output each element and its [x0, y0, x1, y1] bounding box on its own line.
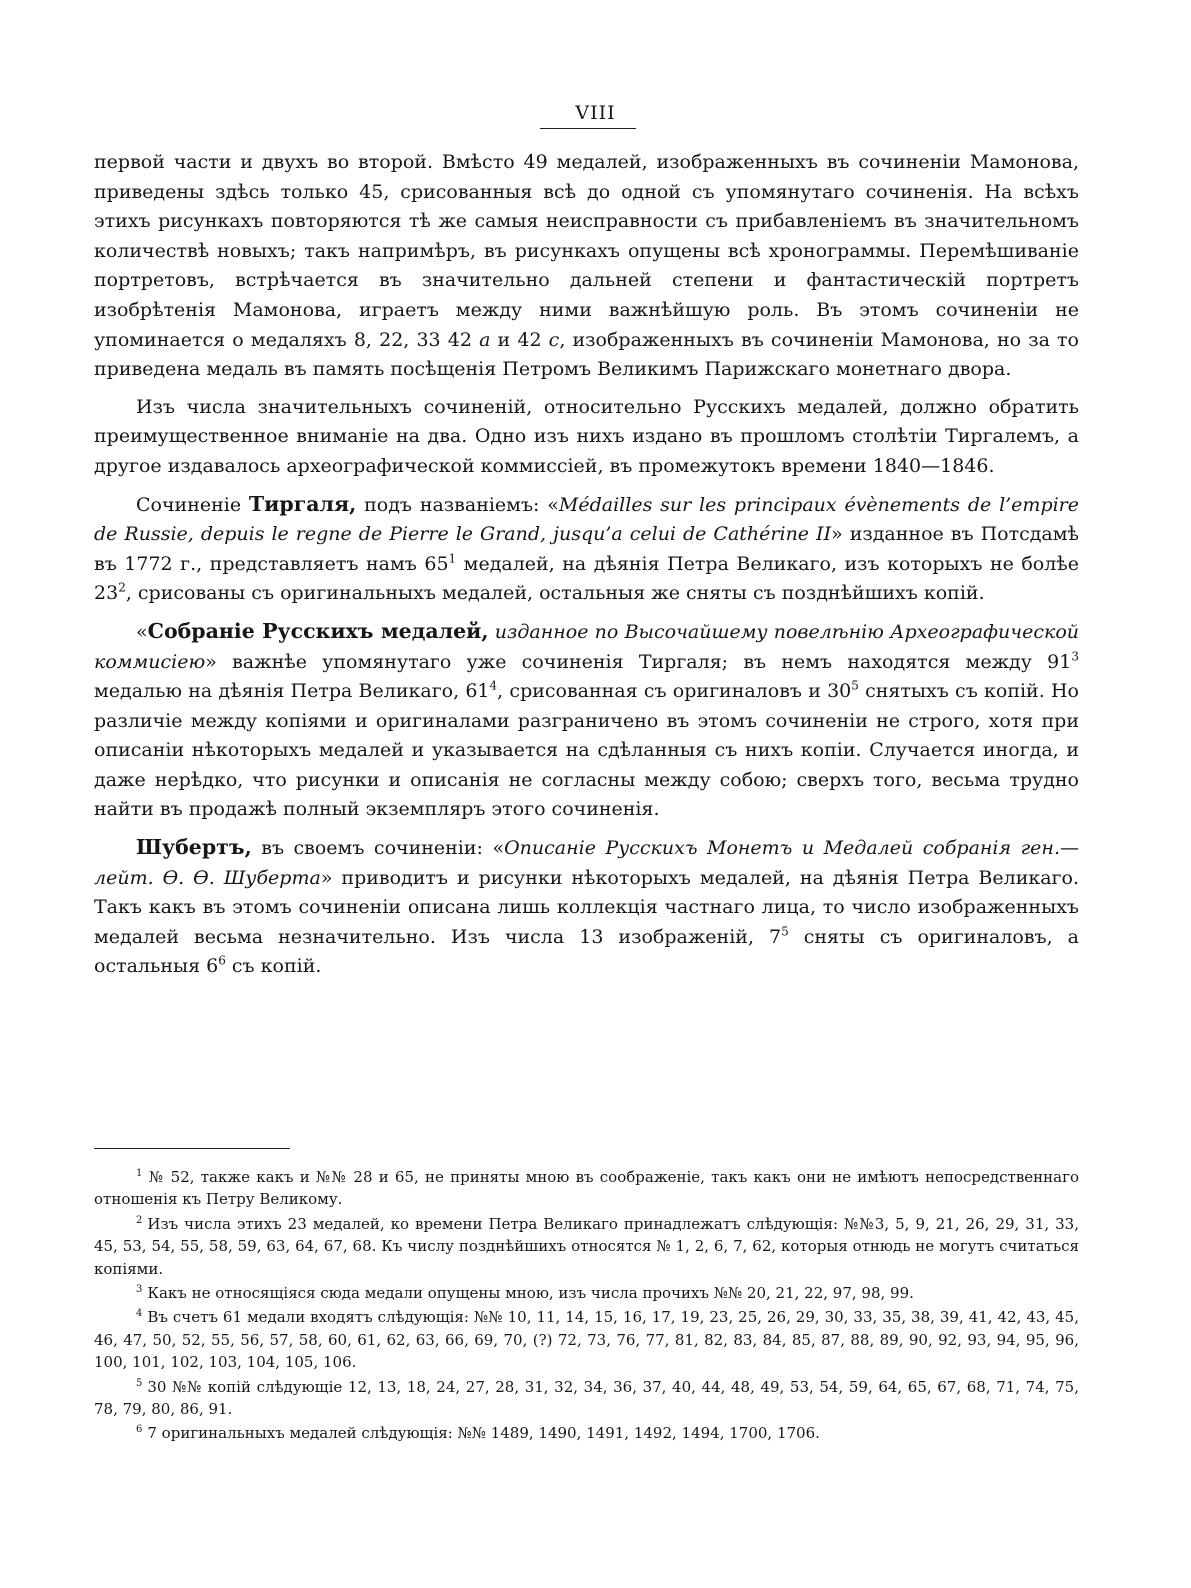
- page-number: VIII: [575, 102, 616, 124]
- footnote-1: $^1$ № 52, также какъ и №№ 28 и 65, не приняты мною въ соображеніе, такъ какъ они не имѣютъ непосредственнаго отношенія къ Петру Великому.: [94, 1168, 1079, 1209]
- footnotes: [94, 1166, 1079, 1447]
- footnote-ref-2: 2: [118, 580, 126, 595]
- book-title-sobranie: Собраніе Русскихъ медалей,: [147, 618, 489, 643]
- body-text: [94, 148, 1079, 990]
- footnote-3: $^3$ Какъ не относящіяся сюда медали опущены мною, изъ числа прочихъ №№ 20, 21, 22, 97, 98, 99.: [136, 1284, 914, 1303]
- book-title-schubert: Описаніе Русскихъ Монетъ и Медалей собранія ген.—лейт. Ѳ. Ѳ. Шуберта: [94, 837, 1079, 889]
- footnote-ref-6: 6: [218, 954, 226, 969]
- author-tirgal: Тиргаля,: [248, 491, 357, 516]
- footnote-6: $^6$ 7 оригинальныхъ медалей слѣдующія: №№ 1489, 1490, 1491, 1492, 1494, 1700, 1706.: [136, 1424, 820, 1443]
- footnote-2: $^2$ Изъ числа этихъ 23 медалей, ко времени Петра Великаго принадлежатъ слѣдующія: №№3, 5, 9, 21, 26, 29, 31, 33, 45, 53, 54, 55, 58, 59, 63, 64, 67, 68. Къ числу позднѣйшихъ относятся № 1, 2, 6, 7, 62, которыя отнюдь не могутъ считаться копіями.: [94, 1214, 1079, 1278]
- footnote-ref-5b: 5: [781, 924, 789, 939]
- footnote-ref-5: 5: [851, 678, 859, 693]
- page-number-underline: [540, 128, 636, 129]
- paragraph-5: Шубертъ, въ своемъ сочиненіи: «Описаніе Русскихъ Монетъ и Медалей собранія ген.—лейт. Ѳ. Ѳ. Шуберта» приводитъ и рисунки нѣкоторыхъ медалей, на дѣянія Петра Великаго. Такъ какъ въ этомъ сочиненіи описана лишь коллекція частнаго лица, то число изображенныхъ медалей весьма незначительно. Изъ числа 13 изображеній, $7^5$ сняты съ оригиналовъ, а остальныя $6^6$ съ копій.: [94, 835, 1079, 978]
- footnote-5: $^5$ 30 №№ копій слѣдующіе 12, 13, 18, 24, 27, 28, 31, 32, 34, 36, 37, 40, 44, 48, 49, 53, 54, 59, 64, 65, 67, 68, 71, 74, 75, 78, 79, 80, 86, 91.: [94, 1377, 1079, 1419]
- footnote-4: $^4$ Въ счетъ 61 медали входятъ слѣдующія: №№ 10, 11, 14, 15, 16, 17, 19, 23, 25, 26, 29, 30, 33, 35, 38, 39, 41, 42, 43, 45, 46, 47, 50, 52, 55, 56, 57, 58, 60, 61, 62, 63, 66, 69, 70, (?) 72, 73, 76, 77, 81, 82, 83, 84, 85, 87, 88, 89, 90, 92, 93, 94, 95, 96, 100, 101, 102, 103, 104, 105, 106.: [94, 1308, 1079, 1372]
- paragraph-2: Изъ числа значительныхъ сочиненій, относительно Русскихъ медалей, должно обратить преимущественное вниманіе на два. Одно изъ нихъ издано въ прошломъ столѣтіи Тиргалемъ, а другое издавалось археографической коммиссіей, въ промежутокъ времени 1840—1846.: [94, 395, 1079, 477]
- paragraph-3: Сочиненіе Тиргаля, подъ названіемъ: «Médailles sur les principaux évènements de l’empire de Russie, depuis le regne de Pierre le Grand, jusqu’a celui de Cathérine II» изданное въ Потсдамѣ въ 1772 г., представляетъ намъ $65^1$ медалей, на дѣянія Петра Великаго, изъ которыхъ не болѣе $23^2$, срисованы съ оригинальныхъ медалей, остальныя же сняты съ позднѣйшихъ копій.: [94, 491, 1080, 605]
- paragraph-1: первой части и двухъ во второй. Вмѣсто 49 медалей, изображенныхъ въ сочиненіи Мамонова, приведены здѣсь только 45, срисованныя всѣ до одной съ упомянутаго сочиненія. На всѣхъ этихъ рисункахъ повторяются тѣ же самыя неисправности съ прибавленіемъ въ значительномъ количествѣ новыхъ; такъ напримѣръ, въ рисункахъ опущены всѣ хронограммы. Перемѣшиваніе портретовъ, встрѣчается въ значительно дальней степени и фантастическій портретъ изобрѣтенія Мамонова, играетъ между ними важнѣйшую роль. Въ этомъ сочиненіи не упоминается о медаляхъ 8, 22, 33 42 a и 42 c, изображенныхъ въ сочиненіи Мамонова, но за то приведена медаль въ память посѣщенія Петромъ Великимъ Парижскаго монетнаго двора.: [94, 151, 1079, 381]
- footnote-ref-4: 4: [489, 678, 498, 693]
- footnote-ref-1: 1: [448, 551, 457, 566]
- paragraph-4: «Собраніе Русскихъ медалей, изданное по Высочайшему повелѣнію Археографической коммисіею» важнѣе упомянутаго уже сочиненія Тиргаля; въ немъ находятся между $91^3$ медалью на дѣянія Петра Великаго, $61^4$, срисованная съ оригиналовъ и $30^5$ снятыхъ съ копій. Но различіе между копіями и оригиналами разграничено въ этомъ сочиненіи не строго, хотя при описаніи нѣкоторыхъ медалей и указывается на сдѣланныя съ нихъ копіи. Случается иногда, и даже нерѣдко, что рисунки и описанія не согласны между собою; сверхъ того, весьма трудно найти въ продажѣ полный экземпляръ этого сочиненія.: [94, 618, 1080, 821]
- book-title-french: Médailles sur les principaux évènements de l’empire de Russie, depuis le regne de Pierre le Grand, jusqu’a celui de Cathérine II: [94, 493, 1080, 546]
- author-schubert: Шубертъ,: [136, 835, 252, 860]
- footnote-ref-3: 3: [1071, 649, 1079, 664]
- footnote-separator: [94, 1148, 290, 1149]
